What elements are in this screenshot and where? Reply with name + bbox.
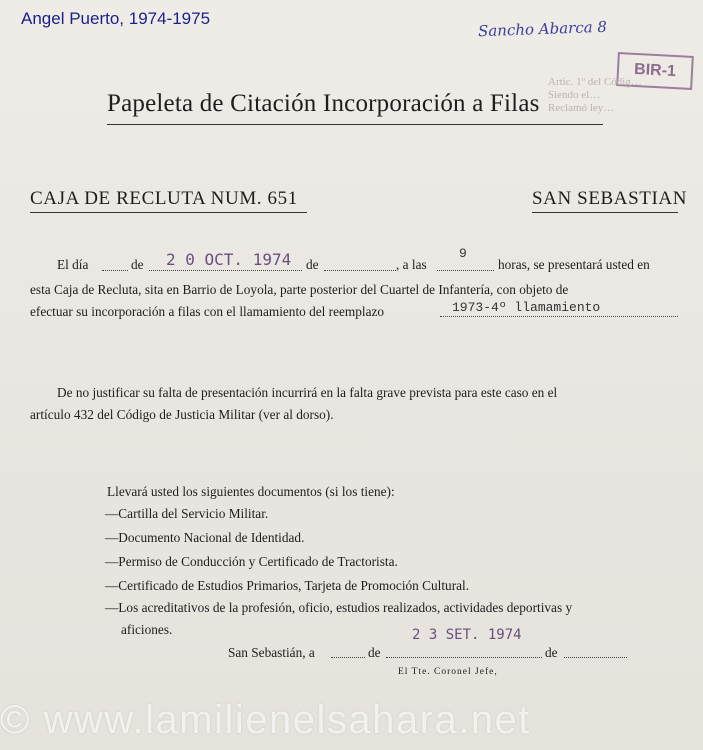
document-item-continuation: aficiones. xyxy=(121,622,173,637)
year-blank xyxy=(324,270,396,271)
para2-line1: De no justificar su falta de presentación incurrirá en la falta grave prevista para este caso en el xyxy=(57,385,558,400)
para1-line2: esta Caja de Recluta, sita en Barrio de Loyola, parte posterior del Cuartel de Infantería, con objeto de xyxy=(30,282,569,297)
day-blank xyxy=(102,270,128,271)
para1-line3: efectuar su incorporación a filas con el llamamiento del reemplazo xyxy=(30,304,385,319)
ink-stamp: BIR-1 xyxy=(616,52,694,90)
de-label-1: de xyxy=(131,257,144,272)
a-las-label: , a las xyxy=(396,257,427,272)
signature-place: San Sebastián, a xyxy=(228,645,315,660)
signature-de-2: de xyxy=(545,645,558,660)
document-item: —Los acreditativos de la profesión, oficio, estudios realizados, actividades deportivas y xyxy=(105,600,573,615)
hour-blank xyxy=(437,270,494,271)
caja-underline xyxy=(30,212,307,213)
title-underline xyxy=(107,124,603,125)
city-underline xyxy=(532,212,678,213)
document-item: —Permiso de Conducción y Certificado de Tractorista. xyxy=(105,554,398,569)
signature-de-1: de xyxy=(368,645,381,660)
caja-recluta-heading: CAJA DE RECLUTA NUM. 651 xyxy=(30,188,298,209)
signature-day-blank xyxy=(331,657,365,658)
de-label-2: de xyxy=(306,257,319,272)
city-heading: SAN SEBASTIAN xyxy=(532,188,688,209)
para2-line2: artículo 432 del Código de Justicia Militar (ver al dorso). xyxy=(30,407,334,422)
signature-year-blank xyxy=(564,657,627,658)
image-caption: Angel Puerto, 1974-1975 xyxy=(21,9,211,28)
el-dia-label: El día xyxy=(57,257,89,272)
watermark: © www.lamilienelsahara.net xyxy=(0,698,531,742)
reemplazo-blank xyxy=(440,316,678,317)
document-item: —Certificado de Estudios Primarios, Tarjeta de Promoción Cultural. xyxy=(105,578,470,593)
month-blank xyxy=(149,270,302,271)
document-item: —Documento Nacional de Identidad. xyxy=(105,530,305,545)
handwritten-note: Sancho Abarca 8 xyxy=(477,17,608,41)
appointment-date-stamp: 2 0 OCT. 1974 xyxy=(166,250,292,269)
hour-value: 9 xyxy=(459,246,467,261)
document-item: —Cartilla del Servicio Militar. xyxy=(105,506,269,521)
signature-title: El Tte. Coronel Jefe, xyxy=(398,667,498,677)
document-title: Papeleta de Citación Incorporación a Filas xyxy=(107,90,540,117)
reemplazo-value: 1973-4º llamamiento xyxy=(452,300,601,315)
signature-month-blank xyxy=(386,657,542,658)
horas-text: horas, se presentará usted en xyxy=(498,257,650,272)
issue-date-stamp: 2 3 SET. 1974 xyxy=(412,627,522,643)
documents-intro: Llevará usted los siguientes documentos (si los tiene): xyxy=(107,484,395,499)
bleed-through-text: Artic. 1º del Códig… Siendo el… Reclamó ley… xyxy=(548,76,642,114)
